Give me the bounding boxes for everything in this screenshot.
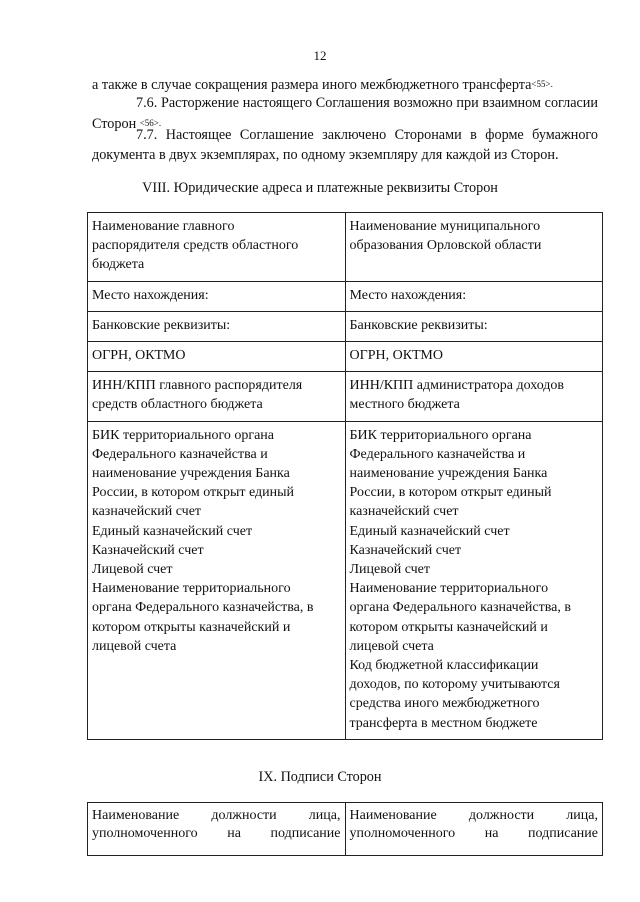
section-9-title: IX. Подписи Сторон xyxy=(258,769,382,785)
table-row xyxy=(88,421,603,739)
cell-line: наименование учреждения Банка xyxy=(349,466,548,482)
table-cell-left xyxy=(88,281,346,311)
cell-line: Место нахождения: xyxy=(349,287,467,303)
cell-line: средства иного межбюджетного xyxy=(349,696,540,712)
cell-line: трансферта в местном бюджете xyxy=(349,715,538,731)
cell-line: образования Орловской области xyxy=(349,238,542,254)
cell-line: России, в котором открыт единый xyxy=(92,485,295,501)
footnote-ref: <55>. xyxy=(531,79,553,89)
cell-line: лицевой счета xyxy=(349,638,434,654)
table-cell-left xyxy=(88,372,346,421)
section-8-title: VIII. Юридические адреса и платежные реквизиты Сторон xyxy=(142,180,498,196)
cell-line: Единый казначейский счет xyxy=(92,523,253,539)
cell-line: Наименование должности лица, xyxy=(92,808,341,823)
signature-cell-left xyxy=(88,803,346,856)
cell-line: Наименование главного xyxy=(92,219,235,234)
table-cell-right xyxy=(345,213,603,282)
cell-line: Банковские реквизиты: xyxy=(92,317,231,333)
cell-line: уполномоченного на подписание xyxy=(92,826,341,841)
cell-line: котором открыты казначейский и xyxy=(92,619,291,635)
cell-line: БИК территориального органа xyxy=(92,427,274,443)
paragraph-7-7: 7.7. Настоящее Соглашение заключено Сторонами в форме бумажного документа в двух экземплярах, по одному экземпляру для каждой из Сторон. xyxy=(92,127,598,163)
cell-line: Наименование муниципального xyxy=(349,219,541,234)
cell-line: Банковские реквизиты: xyxy=(349,317,488,333)
table-row xyxy=(88,213,603,282)
cell-line: Федерального казначейства и xyxy=(349,446,526,462)
cell-line: распорядителя средств областного xyxy=(92,238,299,254)
table-cell-left xyxy=(88,213,346,282)
table-row xyxy=(88,372,603,421)
cell-line: Федерального казначейства и xyxy=(92,446,268,462)
cell-line: ОГРН, ОКТМО xyxy=(92,348,186,364)
table-row xyxy=(88,311,603,341)
signature-cell-right xyxy=(345,803,603,856)
page-number: 12 xyxy=(313,48,327,63)
cell-line: БИК территориального органа xyxy=(349,427,532,443)
cell-line: ИНН/КПП главного распорядителя xyxy=(92,378,303,394)
signature-row xyxy=(88,803,603,856)
cell-line: России, в котором открыт единый xyxy=(349,485,552,501)
cell-line: лицевой счета xyxy=(92,638,177,654)
footnote-ref: <56>. xyxy=(139,118,162,128)
cell-line: средств областного бюджета xyxy=(92,397,263,413)
table-cell-right xyxy=(345,342,603,372)
cell-line: Код бюджетной классификации xyxy=(349,658,539,674)
cell-line: Казначейский счет xyxy=(92,542,204,558)
cell-line: ОГРН, ОКТМО xyxy=(349,348,443,364)
cell-line: Наименование территориального xyxy=(92,581,291,597)
cell-line: уполномоченного на подписание xyxy=(349,826,598,841)
cell-line: Наименование территориального xyxy=(349,581,549,597)
table-cell-right xyxy=(345,311,603,341)
table-row xyxy=(88,281,603,311)
table-cell-right xyxy=(345,281,603,311)
signatures-table xyxy=(87,802,603,856)
cell-line: Лицевой счет xyxy=(92,562,173,578)
table-cell-left xyxy=(88,421,346,739)
cell-line: казначейский счет xyxy=(349,504,459,520)
paragraph-continuation xyxy=(92,74,598,95)
cell-line: наименование учреждения Банка xyxy=(92,466,290,482)
cell-line: ИНН/КПП администратора доходов xyxy=(349,378,565,394)
table-row xyxy=(88,342,603,372)
table-cell-left xyxy=(88,342,346,372)
cell-line: котором открыты казначейский и xyxy=(349,619,548,635)
paragraph-text: а также в случае сокращения размера иного межбюджетного трансферта xyxy=(92,77,532,93)
cell-line: Лицевой счет xyxy=(349,562,431,578)
paragraph-text: 7.6. Расторжение настоящего Соглашения возможно при взаимном согласии Сторон xyxy=(92,95,598,132)
cell-line: местного бюджета xyxy=(349,397,460,413)
requisites-table xyxy=(87,212,603,740)
cell-line: Место нахождения: xyxy=(92,287,209,303)
cell-line: казначейский счет xyxy=(92,504,202,520)
cell-line: Казначейский счет xyxy=(349,542,462,558)
cell-line: бюджета xyxy=(92,257,145,273)
cell-line: Единый казначейский счет xyxy=(349,523,510,539)
table-cell-right xyxy=(345,421,603,739)
cell-line: Наименование должности лица, xyxy=(349,808,598,823)
cell-line: органа Федерального казначейства, в xyxy=(349,600,571,616)
table-cell-left xyxy=(88,311,346,341)
table-cell-right xyxy=(345,372,603,421)
cell-line: доходов, по которому учитываются xyxy=(349,677,560,693)
cell-line: органа Федерального казначейства, в xyxy=(92,600,314,616)
